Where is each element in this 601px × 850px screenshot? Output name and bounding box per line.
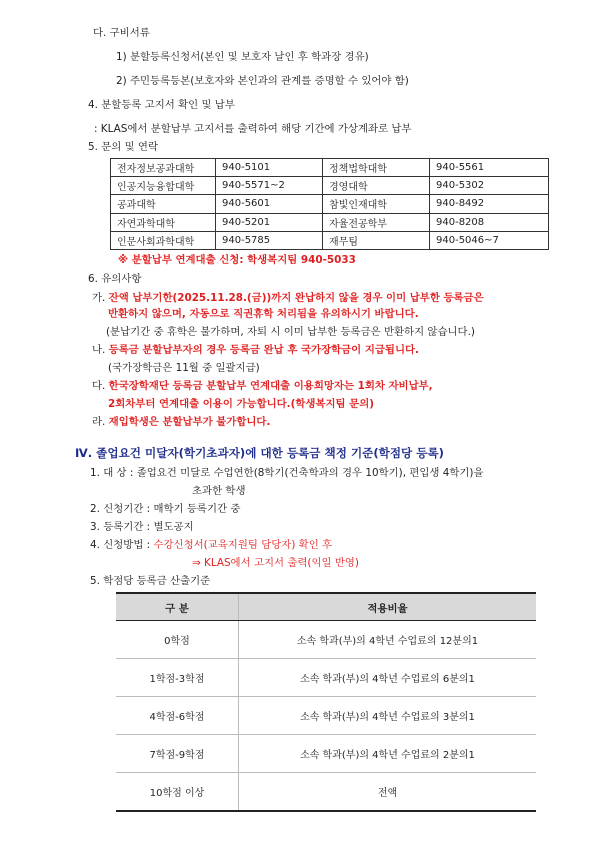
- table-header-row: [116, 593, 536, 621]
- loan-note: ※ 분할납부 연계대출 신청: 학생복지팀 940-5033: [118, 254, 356, 266]
- iv-item-5: 5. 학점당 등록금 산출기준: [90, 575, 211, 587]
- college-cell: 정책법학대학: [323, 159, 430, 177]
- docs-item-2: 2) 주민등록등본(보호자와 본인과의 관계를 증명할 수 있어야 함): [116, 75, 409, 87]
- rate-cell: 소속 학과(부)의 4학년 수업료의 3분의1: [239, 697, 537, 735]
- iv-item-1: 1. 대 상 : 졸업요건 미달로 수업연한(8학기(건축학과의 경우 10학기), 편입생 4학기)을: [90, 467, 484, 479]
- phone-cell: 940-5785: [216, 231, 323, 249]
- credit-range-cell: 7학점-9학점: [116, 735, 239, 773]
- notice-ga: [92, 291, 484, 305]
- table-row: [111, 231, 549, 249]
- contacts-table: [110, 158, 549, 250]
- iv-item-4-cont: ⇒ KLAS에서 고지서 출력(익일 반영): [192, 557, 359, 569]
- phone-cell: 940-5302: [430, 177, 549, 195]
- table-row: [116, 621, 536, 659]
- notice-ga-cont: 반환하지 않으며, 자동으로 직권휴학 처리됨을 유의하시기 바랍니다.: [108, 308, 419, 320]
- iv-item-3: 3. 등록기간 : 별도공지: [90, 521, 194, 533]
- rate-table: [116, 592, 536, 812]
- notice-ra: [92, 415, 270, 429]
- credit-range-cell: 10학점 이상: [116, 773, 239, 812]
- notice-da-text: 한국장학재단 등록금 분할납부 연계대출 이용희망자는 1회차 자비납부,: [108, 380, 433, 392]
- sec5-title: 5. 문의 및 연락: [88, 141, 159, 153]
- college-cell: 전자정보공과대학: [111, 159, 216, 177]
- iv-item-4-label: 4. 신청방법 :: [90, 539, 154, 551]
- header-rate: 적용비율: [239, 593, 537, 621]
- table-row: [116, 697, 536, 735]
- notice-da-label: 다.: [92, 380, 109, 392]
- rate-cell: 소속 학과(부)의 4학년 수업료의 6분의1: [239, 659, 537, 697]
- phone-cell: 940-5561: [430, 159, 549, 177]
- docs-item-1: 1) 분할등록신청서(본인 및 보호자 날인 후 학과장 경유): [116, 51, 369, 63]
- rate-cell: 소속 학과(부)의 4학년 수업료의 2분의1: [239, 735, 537, 773]
- notice-na-text: 등록금 분할납부자의 경우 등록금 완납 후 국가장학금이 지급됩니다.: [108, 344, 419, 356]
- notice-na: [92, 343, 419, 357]
- phone-cell: 940-8208: [430, 213, 549, 231]
- college-cell: 공과대학: [111, 195, 216, 213]
- table-row: [111, 177, 549, 195]
- phone-cell: 940-8492: [430, 195, 549, 213]
- notice-ga-text: 잔액 납부기한(2025.11.28.(금))까지 완납하지 않을 경우 이미 납부한 등록금은: [108, 292, 484, 304]
- college-cell: 인공지능융합대학: [111, 177, 216, 195]
- section-iv-title: Ⅳ. 졸업요건 미달자(학기초과자)에 대한 등록금 책정 기준(학점당 등록): [75, 446, 444, 460]
- table-row: [111, 159, 549, 177]
- college-cell: 자율전공학부: [323, 213, 430, 231]
- notice-ga-label: 가.: [92, 292, 109, 304]
- header-category: 구 분: [116, 593, 239, 621]
- table-row: [111, 195, 549, 213]
- sec6-title: 6. 유의사항: [88, 273, 142, 285]
- phone-cell: 940-5571~2: [216, 177, 323, 195]
- notice-na-label: 나.: [92, 344, 109, 356]
- college-cell: 자연과학대학: [111, 213, 216, 231]
- iv-item-4: [90, 538, 332, 552]
- phone-cell: 940-5601: [216, 195, 323, 213]
- rate-cell: 소속 학과(부)의 4학년 수업료의 12분의1: [239, 621, 537, 659]
- table-row: [116, 735, 536, 773]
- notice-na-note: (국가장학금은 11월 중 일괄지급): [108, 362, 260, 374]
- table-row: [116, 659, 536, 697]
- table-row: [111, 213, 549, 231]
- college-cell: 인문사회과학대학: [111, 231, 216, 249]
- sec4-body: : KLAS에서 분할납부 고지서를 출력하여 해당 기간에 가상계좌로 납부: [94, 123, 412, 135]
- college-cell: 참빛인재대학: [323, 195, 430, 213]
- phone-cell: 940-5046~7: [430, 231, 549, 249]
- notice-ra-text: 재입학생은 분할납부가 불가합니다.: [108, 416, 271, 428]
- sec4-title: 4. 분할등록 고지서 확인 및 납부: [88, 99, 235, 111]
- docs-title: 다. 구비서류: [93, 27, 150, 39]
- credit-range-cell: 0학점: [116, 621, 239, 659]
- table-row: [116, 773, 536, 812]
- iv-item-2: 2. 신청기간 : 매학기 등록기간 중: [90, 503, 241, 515]
- notice-ga-note: (분납기간 중 휴학은 불가하며, 자퇴 시 이미 납부한 등록금은 반환하지 않습니다.): [106, 326, 475, 338]
- college-cell: 재무팀: [323, 231, 430, 249]
- college-cell: 경영대학: [323, 177, 430, 195]
- notice-da-cont: 2회차부터 연계대출 이용이 가능합니다.(학생복지팀 문의): [108, 398, 375, 410]
- notice-da: [92, 379, 433, 393]
- iv-item-4-text: 수강신청서(교육지원팀 담당자) 확인 후: [153, 539, 333, 551]
- rate-cell: 전액: [239, 773, 537, 812]
- phone-cell: 940-5101: [216, 159, 323, 177]
- credit-range-cell: 1학점-3학점: [116, 659, 239, 697]
- iv-item-1-cont: 초과한 학생: [192, 485, 246, 497]
- notice-ra-label: 라.: [92, 416, 109, 428]
- credit-range-cell: 4학점-6학점: [116, 697, 239, 735]
- phone-cell: 940-5201: [216, 213, 323, 231]
